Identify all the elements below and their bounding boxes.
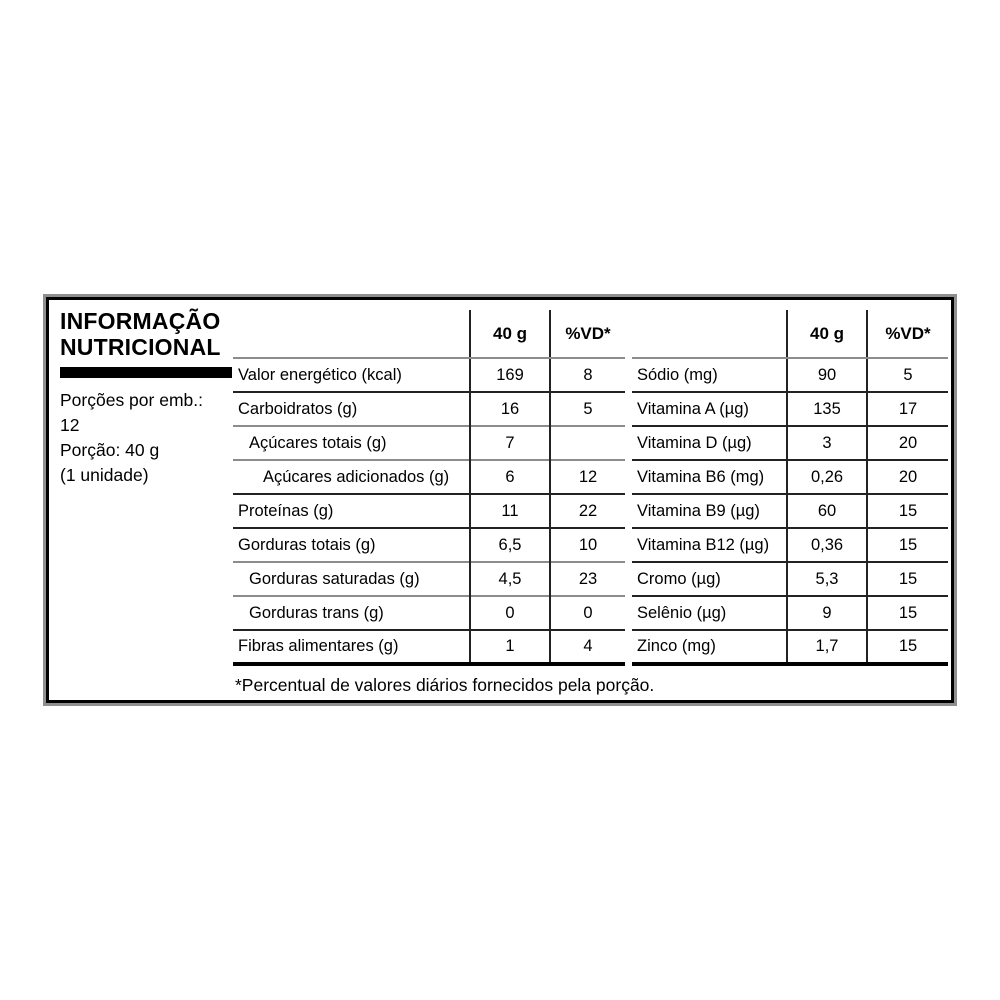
amount-cell: 169 [470, 358, 550, 392]
dv-cell: 20 [867, 460, 948, 494]
amount-cell: 11 [470, 494, 550, 528]
dv-cell: 12 [550, 460, 625, 494]
dv-cell: 15 [867, 494, 948, 528]
dv-column-header: %VD* [550, 310, 625, 358]
amount-cell: 1 [470, 630, 550, 664]
nutrient-label: Açúcares totais (g) [233, 426, 470, 460]
dv-cell: 20 [867, 426, 948, 460]
nutrient-label: Vitamina D (µg) [632, 426, 787, 460]
dv-cell: 15 [867, 630, 948, 664]
nutrient-row [233, 528, 625, 562]
servings-per-pack-label: Porções por emb.: [60, 390, 203, 410]
amount-column-header: 40 g [787, 310, 867, 358]
amount-cell: 1,7 [787, 630, 867, 664]
dv-cell: 15 [867, 562, 948, 596]
nutrient-row [233, 426, 625, 460]
title-divider-bar [60, 367, 232, 378]
amount-cell: 9 [787, 596, 867, 630]
nutrient-row [233, 460, 625, 494]
dv-cell: 8 [550, 358, 625, 392]
nutrient-row [632, 630, 948, 664]
dv-cell: 15 [867, 596, 948, 630]
nutrient-row [233, 392, 625, 426]
micronutrients-table [632, 310, 948, 666]
panel-title-line2: NUTRICIONAL [60, 334, 221, 360]
dv-cell: 5 [867, 358, 948, 392]
daily-value-footnote: *Percentual de valores diários fornecidos pela porção. [235, 675, 655, 695]
dv-cell: 5 [550, 392, 625, 426]
amount-cell: 0,36 [787, 528, 867, 562]
amount-cell: 60 [787, 494, 867, 528]
panel-title-line1: INFORMAÇÃO [60, 308, 221, 334]
nutrient-label: Açúcares adicionados (g) [233, 460, 470, 494]
nutrient-label: Carboidratos (g) [233, 392, 470, 426]
nutrient-row [233, 562, 625, 596]
amount-cell: 3 [787, 426, 867, 460]
nutrient-row [632, 392, 948, 426]
dv-cell: 17 [867, 392, 948, 426]
nutrient-row [233, 494, 625, 528]
header-spacer [632, 310, 787, 358]
nutrient-label: Vitamina B9 (µg) [632, 494, 787, 528]
macronutrients-table [233, 310, 625, 666]
nutrient-row [632, 460, 948, 494]
nutrient-row [233, 596, 625, 630]
nutrient-label: Proteínas (g) [233, 494, 470, 528]
portion-unit-note: (1 unidade) [60, 465, 149, 485]
amount-cell: 4,5 [470, 562, 550, 596]
dv-column-header: %VD* [867, 310, 948, 358]
amount-cell: 135 [787, 392, 867, 426]
nutrient-row [632, 426, 948, 460]
panel-title [60, 308, 235, 360]
dv-cell: 0 [550, 596, 625, 630]
nutrient-row [632, 494, 948, 528]
nutrient-label: Sódio (mg) [637, 365, 718, 384]
table-header-row [632, 310, 948, 358]
dv-cell: 10 [550, 528, 625, 562]
nutrient-row [632, 358, 948, 392]
amount-cell: 90 [787, 358, 867, 392]
nutrient-row [233, 358, 625, 392]
nutrient-label: Vitamina A (µg) [632, 392, 787, 426]
amount-cell: 6 [470, 460, 550, 494]
nutrient-label: Gorduras totais (g) [233, 528, 470, 562]
amount-cell: 0 [470, 596, 550, 630]
nutrient-label: Valor energético (kcal) [238, 365, 402, 384]
nutrient-label: Cromo (µg) [632, 562, 787, 596]
nutrient-label: Selênio (µg) [632, 596, 787, 630]
nutrient-row [233, 630, 625, 664]
nutrient-label: Gorduras saturadas (g) [233, 562, 470, 596]
servings-per-pack-value: 12 [60, 415, 80, 435]
amount-column-header: 40 g [470, 310, 550, 358]
dv-cell: 15 [867, 528, 948, 562]
nutrition-facts-panel [46, 297, 954, 703]
dv-cell: 23 [550, 562, 625, 596]
header-spacer [233, 310, 470, 358]
nutrient-tables [233, 310, 948, 666]
dv-cell [550, 426, 625, 460]
nutrient-row [632, 562, 948, 596]
info-panel [60, 308, 235, 488]
amount-cell: 16 [470, 392, 550, 426]
amount-cell: 7 [470, 426, 550, 460]
nutrient-label: Fibras alimentares (g) [233, 630, 470, 664]
serving-info [60, 388, 235, 488]
amount-cell: 5,3 [787, 562, 867, 596]
nutrient-label: Zinco (mg) [632, 630, 787, 664]
nutrient-label: Gorduras trans (g) [233, 596, 470, 630]
portion-size: Porção: 40 g [60, 440, 160, 460]
table-header-row [233, 310, 625, 358]
amount-cell: 0,26 [787, 460, 867, 494]
nutrient-row [632, 596, 948, 630]
nutrient-row [632, 528, 948, 562]
nutrient-label: Vitamina B6 (mg) [632, 460, 787, 494]
amount-cell: 6,5 [470, 528, 550, 562]
dv-cell: 22 [550, 494, 625, 528]
dv-cell: 4 [550, 630, 625, 664]
nutrient-label: Vitamina B12 (µg) [632, 528, 787, 562]
